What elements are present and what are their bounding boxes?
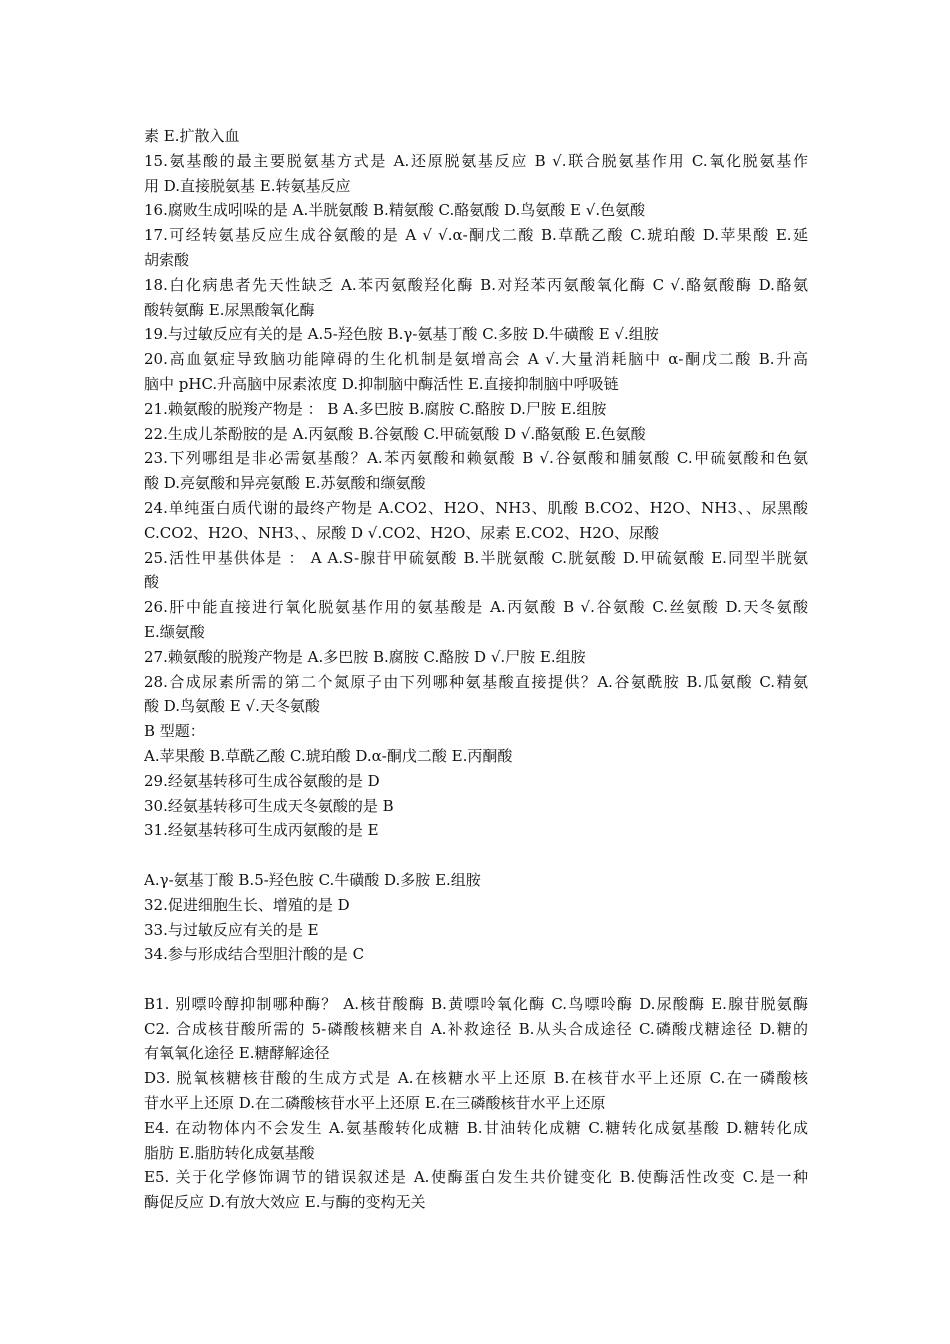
text-line: 23.下列哪组是非必需氨基酸？A.苯丙氨酸和赖氨酸 B √.谷氨酸和脯氨酸 C.甲硫氨酸和色氨 bbox=[144, 449, 808, 468]
text-line: 19.与过敏反应有关的是 A.5-羟色胺 B.γ-氨基丁酸 C.多胺 D.牛磺酸 E √.组胺 bbox=[144, 325, 659, 344]
text-line: 18.白化病患者先天性缺乏 A.苯丙氨酸羟化酶 B.对羟苯丙氨酸氧化酶 C √.酪氨酸酶 D.酪氨 bbox=[144, 275, 808, 294]
text-line: 有氧氧化途径 E.糖酵解途径 bbox=[144, 1044, 330, 1063]
text-line: 22.生成儿茶酚胺的是 A.丙氨酸 B.谷氨酸 C.甲硫氨酸 D √.酪氨酸 E.色氨酸 bbox=[144, 424, 646, 443]
blank-line bbox=[144, 967, 808, 992]
text-line: C.CO2、H2O、NH3、、尿酸 D √.CO2、H2O、尿素 E.CO2、H2O、尿酸 bbox=[144, 523, 660, 542]
text-line: 脂肪 E.脂肪转化成氨基酸 bbox=[144, 1143, 315, 1162]
text-line: 15.氨基酸的最主要脱氨基方式是 A.还原脱氨基反应 B √.联合脱氨基作用 C.氧化脱氨基作 bbox=[144, 151, 808, 170]
text-line: A.γ-氨基丁酸 B.5-羟色胺 C.牛磺酸 D.多胺 E.组胺 bbox=[144, 870, 481, 889]
text-line: E5. 关于化学修饰调节的错误叙述是 A.使酶蛋白发生共价键变化 B.使酶活性改变 C.是一种 bbox=[144, 1168, 808, 1187]
text-line: 30.经氨基转移可生成天冬氨酸的是 B bbox=[144, 796, 394, 815]
text-line: 33.与过敏反应有关的是 E bbox=[144, 920, 319, 939]
text-line: 27.赖氨酸的脱羧产物是 A.多巴胺 B.腐胺 C.酪胺 D √.尸胺 E.组胺 bbox=[144, 647, 586, 666]
blank-line bbox=[144, 843, 808, 868]
text-line: 28.合成尿素所需的第二个氮原子由下列哪种氨基酸直接提供？A.谷氨酰胺 B.瓜氨酸 C.精氨 bbox=[144, 672, 808, 691]
text-line: 32.促进细胞生长、增殖的是 D bbox=[144, 895, 350, 914]
text-line: 20.高血氨症导致脑功能障碍的生化机制是氨增高会 A √.大量消耗脑中 α-酮戊二酸 B.升高 bbox=[144, 350, 808, 369]
text-line: 34.参与形成结合型胆汁酸的是 C bbox=[144, 945, 365, 964]
text-line: B 型题： bbox=[144, 722, 205, 741]
text-line: C2. 合成核苷酸所需的 5-磷酸核糖来自 A.补救途径 B.从头合成途径 C.磷酸戊糖途径 D.糖的 bbox=[144, 1019, 808, 1038]
text-line: 脑中 pHC.升高脑中尿素浓度 D.抑制脑中酶活性 E.直接抑制脑中呼吸链 bbox=[144, 374, 619, 393]
text-line: 17.可经转氨基反应生成谷氨酸的是 A √ √.α-酮戊二酸 B.草酰乙酸 C.琥珀酸 D.苹果酸 E.延 bbox=[144, 226, 808, 245]
text-line: 29.经氨基转移可生成谷氨酸的是 D bbox=[144, 771, 380, 790]
text-line: 16.腐败生成吲哚的是 A.半胱氨酸 B.精氨酸 C.酪氨酸 D.鸟氨酸 E √.色氨酸 bbox=[144, 201, 646, 220]
text-line: 素 E.扩散入血 bbox=[144, 127, 240, 145]
text-line: E4. 在动物体内不会发生 A.氨基酸转化成糖 B.甘油转化成糖 C.糖转化成氨基酸 D.糖转化成 bbox=[144, 1118, 808, 1137]
text-line: 用 D.直接脱氨基 E.转氨基反应 bbox=[144, 176, 351, 195]
text-line: 酸 D.亮氨酸和异亮氨酸 E.苏氨酸和缬氨酸 bbox=[144, 474, 426, 493]
text-line: 24.单纯蛋白质代谢的最终产物是 A.CO2、H2O、NH3、肌酸 B.CO2、H2O、NH3、、尿黑酸 bbox=[144, 498, 808, 517]
text-line: 苷水平上还原 D.在二磷酸核苷水平上还原 E.在三磷酸核苷水平上还原 bbox=[144, 1094, 606, 1113]
text-line: 酸 bbox=[144, 573, 160, 592]
text-line: A.苹果酸 B.草酰乙酸 C.琥珀酸 D.α-酮戊二酸 E.丙酮酸 bbox=[144, 746, 513, 765]
text-line: 31.经氨基转移可生成丙氨酸的是 E bbox=[144, 821, 379, 840]
text-line: E.缬氨酸 bbox=[144, 622, 205, 641]
text-line: 21.赖氨酸的脱羧产物是 ： B A.多巴胺 B.腐胺 C.酪胺 D.尸胺 E.组胺 bbox=[144, 399, 607, 418]
text-line: 酸 D.鸟氨酸 E √.天冬氨酸 bbox=[144, 697, 320, 716]
text-line: D3. 脱氧核糖核苷酸的生成方式是 A.在核糖水平上还原 B.在核苷水平上还原 C.在一磷酸核 bbox=[144, 1069, 808, 1088]
text-line: B1. 别嘌呤醇抑制哪种酶？ A.核苷酸酶 B.黄嘌呤氧化酶 C.鸟嘌呤酶 D.尿酸酶 E.腺苷脱氨酶 bbox=[144, 994, 808, 1013]
text-line: 26.肝中能直接进行氧化脱氨基作用的氨基酸是 A.丙氨酸 B √.谷氨酸 C.丝氨酸 D.天冬氨酸 bbox=[144, 598, 808, 617]
document-page bbox=[144, 124, 808, 1215]
text-line: 酸转氨酶 E.尿黑酸氧化酶 bbox=[144, 300, 315, 319]
text-line: 酶促反应 D.有放大效应 E.与酶的变构无关 bbox=[144, 1193, 426, 1212]
text-line: 胡索酸 bbox=[144, 250, 190, 269]
text-line: 25.活性甲基供体是 ： A A.S-腺苷甲硫氨酸 B.半胱氨酸 C.胱氨酸 D.甲硫氨酸 E.同型半胱氨 bbox=[144, 548, 808, 567]
